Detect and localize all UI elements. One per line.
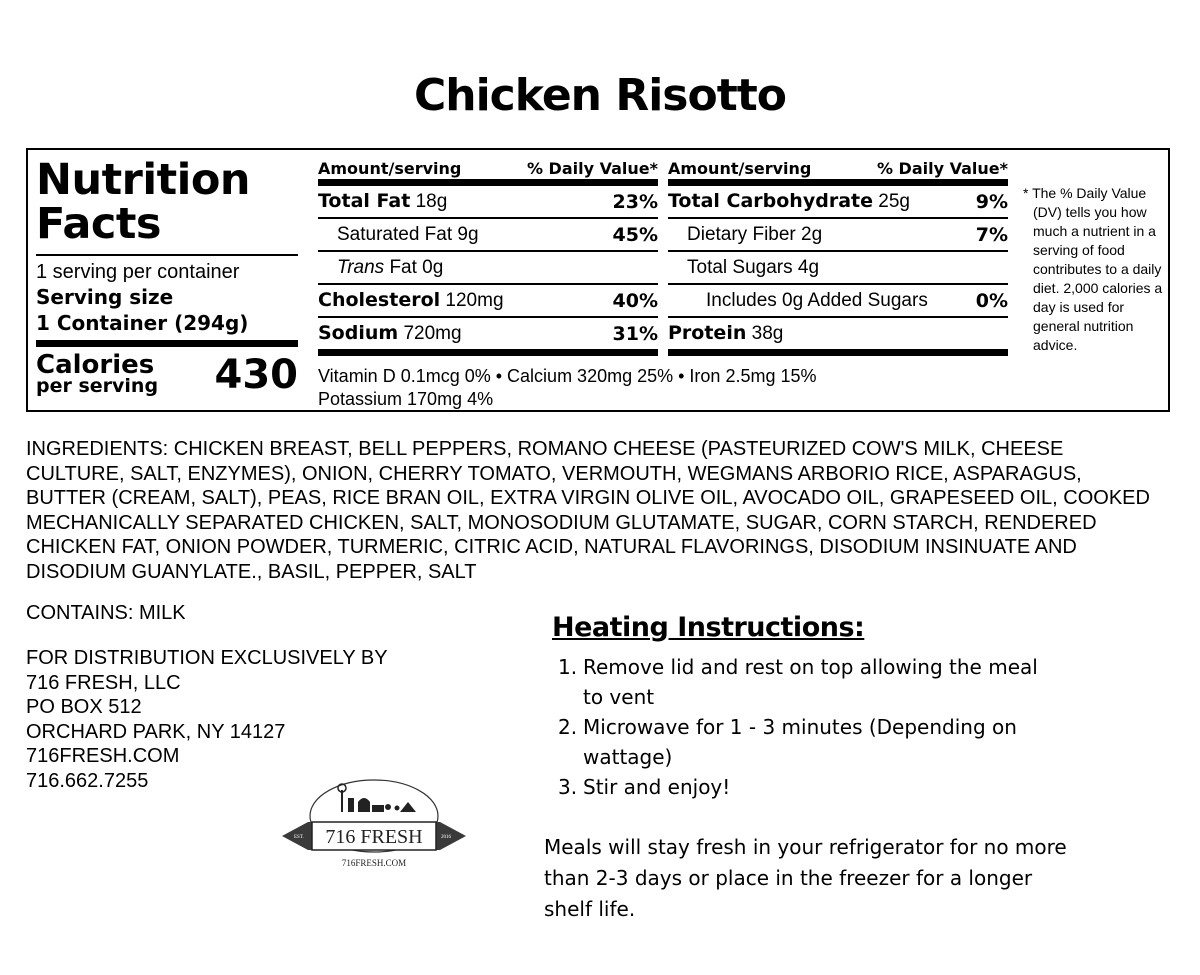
nutrient-row-protein <box>668 318 1008 356</box>
vitamins-line-2: Potassium 170mg 4% <box>318 389 494 409</box>
distributor-website: 716FRESH.COM <box>26 745 180 768</box>
nutrient-row-total-sugars <box>668 252 1008 285</box>
nutrient-dv: 31% <box>612 322 658 345</box>
footnote-text: * The % Daily Value (DV) tells you how much a nutrient in a serving of food contributes to a daily diet. 2,000 calories a day is used for general nutrition advice. <box>1023 185 1163 353</box>
nutrient-name: Cholesterol <box>318 289 441 311</box>
product-title: Chicken Risotto <box>413 70 787 121</box>
heating-steps <box>558 652 1058 802</box>
step-number: 3. <box>558 775 578 799</box>
nutrient-dv: 40% <box>612 289 658 312</box>
nutrient-dv: 7% <box>975 223 1008 246</box>
step-text: Stir and enjoy! <box>583 775 731 799</box>
nutrient-column-left <box>318 159 658 356</box>
column-header <box>318 159 658 186</box>
calories-label-text: Calories <box>36 350 155 380</box>
nutrient-name: Total Sugars <box>687 256 793 278</box>
nutrient-name: Trans <box>337 256 385 278</box>
nutrient-dv: 23% <box>612 190 658 213</box>
logo-brand: 716 FRESH <box>325 826 423 848</box>
nutrient-dv: 9% <box>975 190 1008 213</box>
divider <box>36 254 298 256</box>
716-fresh-logo <box>280 776 468 872</box>
logo-est: EST. <box>294 835 304 840</box>
heating-step <box>558 712 1058 772</box>
distributor-city: ORCHARD PARK, NY 14127 <box>26 720 286 743</box>
nutrient-row-dietary-fiber <box>668 219 1008 252</box>
nutrient-row-trans-fat <box>318 252 658 285</box>
nutrient-column-right <box>668 159 1008 356</box>
step-text: Microwave for 1 - 3 minutes (Depending on wattage) <box>583 715 1017 769</box>
nutrient-name: Total Fat <box>318 190 411 212</box>
distributor-po-box: PO BOX 512 <box>26 696 142 719</box>
dv-header: % Daily Value* <box>526 159 658 178</box>
nutrient-name: Includes 0g Added Sugars <box>706 289 928 311</box>
nutrient-amount: 9g <box>457 223 479 245</box>
nutrient-amount: Fat 0g <box>389 256 444 278</box>
vitamins-line-1: Vitamin D 0.1mcg 0% • Calcium 320mg 25% • Iron 2.5mg 15% <box>318 366 817 386</box>
nutrient-amount: 720mg <box>403 323 462 344</box>
nutrition-summary <box>36 155 298 398</box>
nutrient-dv: 45% <box>612 223 658 246</box>
logo-year: 2016 <box>441 835 451 840</box>
nutrient-row-total-carbohydrate <box>668 186 1008 219</box>
amount-header: Amount/serving <box>318 159 462 178</box>
calories-value: 430 <box>214 352 298 398</box>
divider-thick <box>36 340 298 347</box>
distributor-phone: 716.662.7255 <box>26 769 149 792</box>
dv-header: % Daily Value* <box>876 159 1008 178</box>
heating-step <box>558 772 1058 802</box>
logo-website: 716FRESH.COM <box>341 858 407 868</box>
nutrient-amount: 18g <box>415 191 448 212</box>
serving-size-label: Serving size <box>36 285 174 309</box>
heating-instructions-title: Heating Instructions: <box>552 612 865 643</box>
heating-step <box>558 652 1058 712</box>
step-text: Remove lid and rest on top allowing the meal to vent <box>583 655 1038 709</box>
nutrition-facts-panel <box>26 148 1170 412</box>
vitamins-minerals <box>318 365 1018 411</box>
nutrient-row-cholesterol <box>318 285 658 318</box>
nutrient-amount: 2g <box>801 223 823 245</box>
nutrient-row-sodium <box>318 318 658 356</box>
servings-per-container: 1 serving per container <box>36 261 240 283</box>
heading-line-2: Facts <box>36 199 162 249</box>
nutrient-row-saturated-fat <box>318 219 658 252</box>
step-number: 1. <box>558 655 578 679</box>
heading-line-1: Nutrition <box>36 155 251 205</box>
nutrition-facts-heading <box>36 155 298 249</box>
amount-header: Amount/serving <box>668 159 812 178</box>
daily-value-footnote <box>1023 184 1163 355</box>
calories-row <box>36 347 298 398</box>
nutrient-name: Sodium <box>318 322 399 344</box>
storage-note: Meals will stay fresh in your refrigerator for no more than 2-3 days or place in the freezer for a longer shelf life. <box>544 835 1067 921</box>
nutrient-amount: 38g <box>751 323 784 344</box>
nutrient-name: Protein <box>668 322 747 344</box>
ingredients-list: INGREDIENTS: CHICKEN BREAST, BELL PEPPERS, ROMANO CHEESE (PASTEURIZED COW'S MILK, CHEESE CULTURE, SALT, ENZYMES), ONION, CHERRY TOMATO, VERMOUTH, WEGMANS ARBORIO RICE, ASPARAGUS, BUTTER (CREAM, SALT), PEAS, RICE BRAN OIL, EXTRA VIRGIN OLIVE OIL, AVOCADO OIL, GRAPESEED OIL, COOKED MECHANICALLY SEPARATED CHICKEN, SALT, MONOSODIUM GLUTAMATE, SUGAR, CORN STARCH, RENDERED CHICKEN FAT, ONION POWDER, TURMERIC, CITRIC ACID, NATURAL FLAVORINGS, DISODIUM INSINUATE AND DISODIUM GUANYLATE., BASIL, PEPPER, SALT <box>26 438 1150 583</box>
serving-size-value: 1 Container (294g) <box>36 311 249 335</box>
nutrient-amount: 4g <box>797 256 820 278</box>
nutrient-amount: 120mg <box>445 290 504 311</box>
column-header <box>668 159 1008 186</box>
nutrient-row-total-fat <box>318 186 658 219</box>
allergen-statement: CONTAINS: MILK <box>26 602 186 624</box>
nutrient-amount: 25g <box>878 191 910 212</box>
distributor-name: 716 FRESH, LLC <box>26 671 181 694</box>
calories-sublabel: per serving <box>36 375 159 397</box>
calories-label <box>36 350 159 397</box>
nutrient-name: Total Carbohydrate <box>668 190 873 212</box>
nutrient-name: Saturated Fat <box>337 223 453 245</box>
nutrient-name: Dietary Fiber <box>687 223 796 245</box>
step-number: 2. <box>558 715 578 739</box>
distributor-info <box>26 646 388 794</box>
nutrient-dv: 0% <box>975 289 1008 312</box>
nutrient-row-added-sugars <box>668 285 1008 318</box>
distributor-line: FOR DISTRIBUTION EXCLUSIVELY BY <box>26 647 388 669</box>
